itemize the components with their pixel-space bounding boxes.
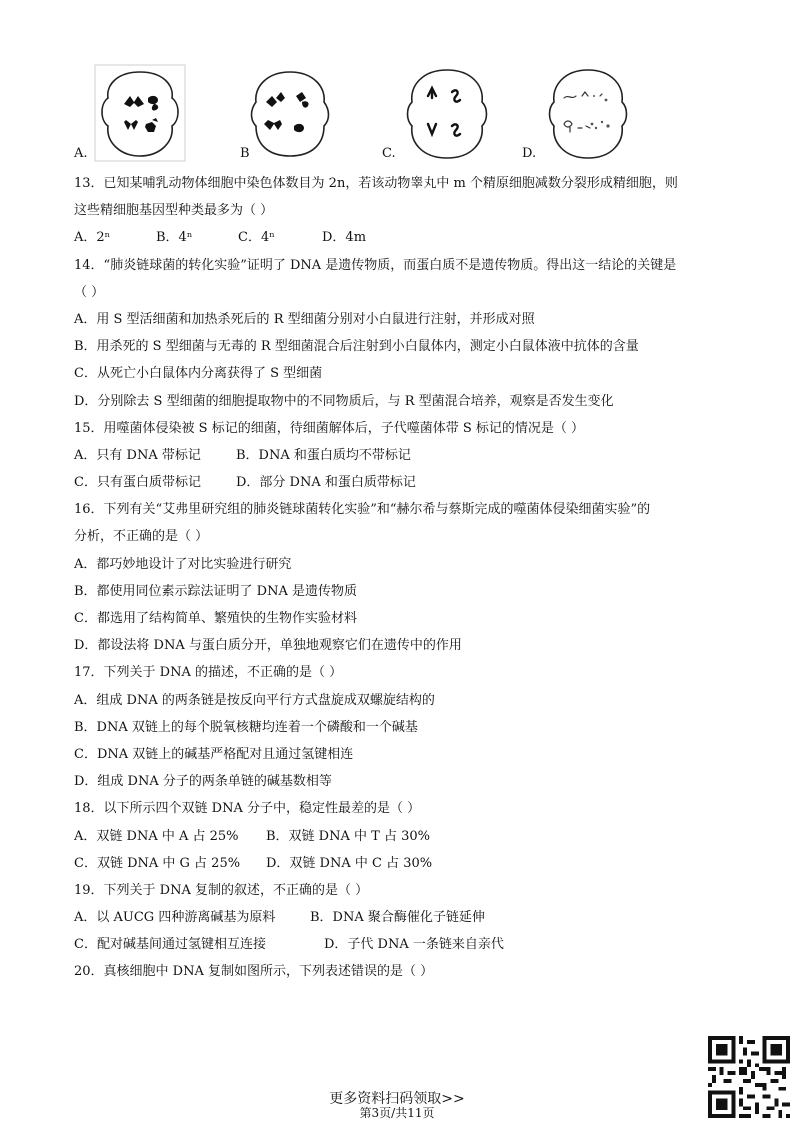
footer-page-number: 第3页/共11页 (359, 1106, 435, 1120)
q13-option-c: C．4ⁿ (238, 230, 275, 246)
q16-stem-line2: 分析，不正确的是（ ） (74, 529, 209, 545)
q16-option-c: C．都选用了结构简单、繁殖快的生物作实验材料 (74, 611, 357, 626)
q15-option-b: B．DNA 和蛋白质均不带标记 (236, 447, 411, 463)
q19-option-d: D．子代 DNA 一条链来自亲代 (324, 937, 504, 953)
q18-option-a: A．双链 DNA 中 A 占 25% (74, 828, 239, 844)
question-list (74, 170, 734, 986)
q15-options-row1 (74, 442, 734, 469)
q14-option-b: B．用杀死的 S 型细菌与无毒的 R 型细菌混合后注射到小白鼠体内，测定小白鼠体液中抗体的含量 (74, 339, 639, 355)
figure-option-c-label: C. (382, 146, 396, 161)
q13-stem-line1: 13．已知某哺乳动物体细胞中染色体数目为 2n，若该动物睾丸中 m 个精原细胞减数分裂形成精细胞，则 (74, 176, 678, 191)
q18-stem: 18．以下所示四个双链 DNA 分子中，稳定性最差的是（ ） (74, 801, 421, 817)
q16-stem-line1: 16．下列有关“艾弗里研究组的肺炎链球菌转化实验”和“赫尔希与蔡斯完成的噬菌体侵染细菌实验”的 (74, 502, 651, 518)
q17-stem: 17．下列关于 DNA 的描述，不正确的是（ ） (74, 665, 343, 681)
figure-option-b-label: B (240, 146, 250, 161)
q17-option-c: C．DNA 双链上的碱基严格配对且通过氢键相连 (74, 746, 354, 762)
q16-option-b: B．都使用同位素示踪法证明了 DNA 是遗传物质 (74, 583, 358, 599)
qr-code-icon[interactable] (708, 1036, 790, 1118)
q19-option-b: B．DNA 聚合酶催化子链延伸 (310, 910, 485, 926)
q14-option-a: A．用 S 型活细菌和加热杀死后的 R 型细菌分别对小白鼠进行注射，并形成对照 (74, 311, 535, 327)
cell-division-figures (0, 58, 794, 168)
q14-stem-line1: 14．“肺炎链球菌的转化实验”证明了 DNA 是遗传物质，而蛋白质不是遗传物质。得出这一结论的关键是 (74, 257, 677, 273)
q20-stem: 20．真核细胞中 DNA 复制如图所示，下列表述错误的是（ ） (74, 964, 434, 980)
q15-option-a: A．只有 DNA 带标记 (74, 447, 201, 463)
q18-option-b: B．双链 DNA 中 T 占 30% (266, 828, 430, 844)
q13-option-a: A．2ⁿ (74, 230, 111, 246)
q13-options (74, 224, 734, 251)
q18-options-row2 (74, 850, 734, 877)
q19-option-c: C．配对碱基间通过氢键相互连接 (74, 937, 266, 953)
q13-stem-line2: 这些精细胞基因型种类最多为（ ） (74, 203, 274, 219)
q19-options-row1 (74, 904, 734, 931)
q14-stem-line2: （ ） (74, 284, 105, 300)
q16-option-a: A．都巧妙地设计了对比实验进行研究 (74, 556, 292, 572)
q17-option-a: A．组成 DNA 的两条链是按反向平行方式盘旋成双螺旋结构的 (74, 692, 435, 708)
footer-promo-text[interactable]: 更多资料扫码领取>> (329, 1091, 465, 1107)
q14-option-d: D．分别除去 S 型细菌的细胞提取物中的不同物质后，与 R 型菌混合培养，观察是否发生变化 (74, 393, 614, 409)
q19-stem: 19．下列关于 DNA 复制的叙述，不正确的是（ ） (74, 882, 369, 898)
q17-option-b: B．DNA 双链上的每个脱氧核糖均连着一个磷酸和一个碱基 (74, 719, 418, 735)
q13-option-b: B．4ⁿ (156, 230, 193, 246)
q19-option-a: A．以 AUCG 四种游离碱基为原料 (74, 910, 276, 926)
figure-option-a-label: A. (74, 146, 88, 161)
q15-options-row2 (74, 469, 734, 496)
q19-options-row2 (74, 931, 734, 958)
q15-stem: 15．用噬菌体侵染被 S 标记的细菌，待细菌解体后，子代噬菌体带 S 标记的情况是（ ） (74, 420, 585, 436)
figure-a-cell (94, 64, 186, 162)
q15-option-c: C．只有蛋白质带标记 (74, 475, 201, 491)
q16-option-d: D．都设法将 DNA 与蛋白质分开，单独地观察它们在遗传中的作用 (74, 638, 462, 654)
q14-option-c: C．从死亡小白鼠体内分离获得了 S 型细菌 (74, 366, 323, 382)
q13-option-d: D．4m (322, 230, 367, 246)
q18-option-d: D．双链 DNA 中 C 占 30% (266, 855, 433, 871)
q17-option-d: D．组成 DNA 分子的两条单链的碱基数相等 (74, 774, 332, 790)
figure-d-cell (542, 66, 634, 162)
q15-option-d: D．部分 DNA 和蛋白质带标记 (236, 475, 416, 491)
q18-options-row1 (74, 823, 734, 850)
figure-b-cell (244, 68, 336, 160)
figure-c-cell (402, 66, 492, 162)
q18-option-c: C．双链 DNA 中 G 占 25% (74, 855, 241, 871)
figure-option-d-label: D. (522, 146, 537, 161)
